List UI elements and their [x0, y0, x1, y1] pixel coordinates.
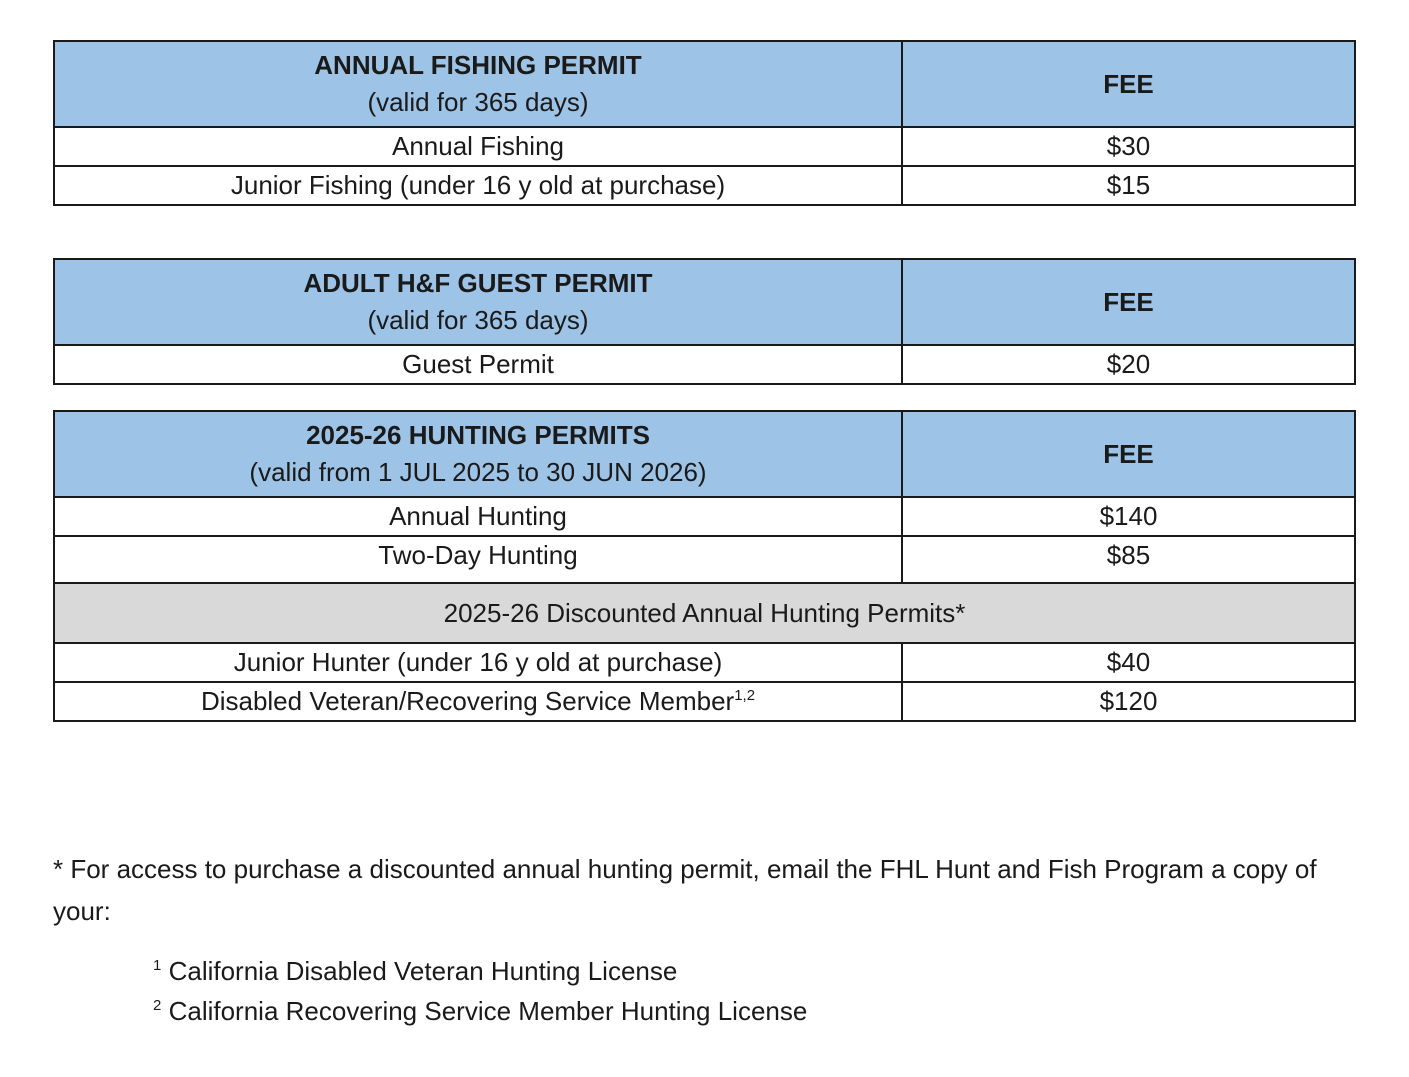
footnote-item-text: California Disabled Veteran Hunting License	[168, 956, 678, 986]
footnote-superscript: 1,2	[734, 687, 756, 704]
permit-name: Junior Fishing (under 16 y old at purchase)	[54, 166, 902, 205]
footnote-mark: 2	[153, 997, 162, 1014]
permit-fee: $15	[902, 166, 1355, 205]
permit-fee: $120	[902, 682, 1355, 721]
guest-permit-table	[53, 258, 1356, 385]
fishing-fee-header: FEE	[902, 41, 1355, 127]
permit-name: Guest Permit	[54, 345, 902, 384]
table-row	[54, 682, 1355, 721]
permit-name: Annual Fishing	[54, 127, 902, 166]
permit-fee: $40	[902, 643, 1355, 682]
footnote-item	[153, 953, 677, 989]
hunting-subtitle: (valid from 1 JUL 2025 to 30 JUN 2026)	[249, 457, 707, 487]
discount-header-row	[54, 583, 1355, 643]
permit-name: Annual Hunting	[54, 497, 902, 536]
table-row	[54, 345, 1355, 384]
footnote-item	[153, 993, 807, 1029]
table-row	[54, 127, 1355, 166]
hunting-permit-table	[53, 410, 1356, 722]
guest-title: ADULT H&F GUEST PERMIT	[303, 268, 653, 298]
guest-fee-header: FEE	[902, 259, 1355, 345]
guest-header-row	[54, 259, 1355, 345]
footnote-item-text: California Recovering Service Member Hunting License	[168, 996, 808, 1026]
permit-name: Disabled Veteran/Recovering Service Member	[200, 686, 735, 716]
hunting-fee-header: FEE	[902, 411, 1355, 497]
discount-header: 2025-26 Discounted Annual Hunting Permits*	[54, 583, 1355, 643]
permit-name-cell	[54, 682, 902, 721]
fishing-subtitle: (valid for 365 days)	[367, 87, 589, 117]
table-row	[54, 643, 1355, 682]
fishing-title: ANNUAL FISHING PERMIT	[314, 50, 642, 80]
fishing-header-cell	[54, 41, 902, 127]
permit-fee: $20	[902, 345, 1355, 384]
hunting-header-cell	[54, 411, 902, 497]
footnote-mark: 1	[153, 957, 162, 974]
permit-fee: $30	[902, 127, 1355, 166]
fishing-header-row	[54, 41, 1355, 127]
guest-subtitle: (valid for 365 days)	[367, 305, 589, 335]
table-row	[54, 536, 1355, 583]
hunting-title: 2025-26 HUNTING PERMITS	[306, 420, 650, 450]
permit-fee: $140	[902, 497, 1355, 536]
footnote-text: * For access to purchase a discounted annual hunting permit, email the FHL Hunt and Fish Program a copy of your:	[53, 854, 1317, 926]
hunting-header-row	[54, 411, 1355, 497]
permit-name: Junior Hunter (under 16 y old at purchase)	[54, 643, 902, 682]
permit-name: Two-Day Hunting	[54, 536, 902, 583]
table-row	[54, 166, 1355, 205]
guest-header-cell	[54, 259, 902, 345]
fishing-permit-table	[53, 40, 1356, 206]
permit-fee: $85	[902, 536, 1355, 583]
table-row	[54, 497, 1355, 536]
